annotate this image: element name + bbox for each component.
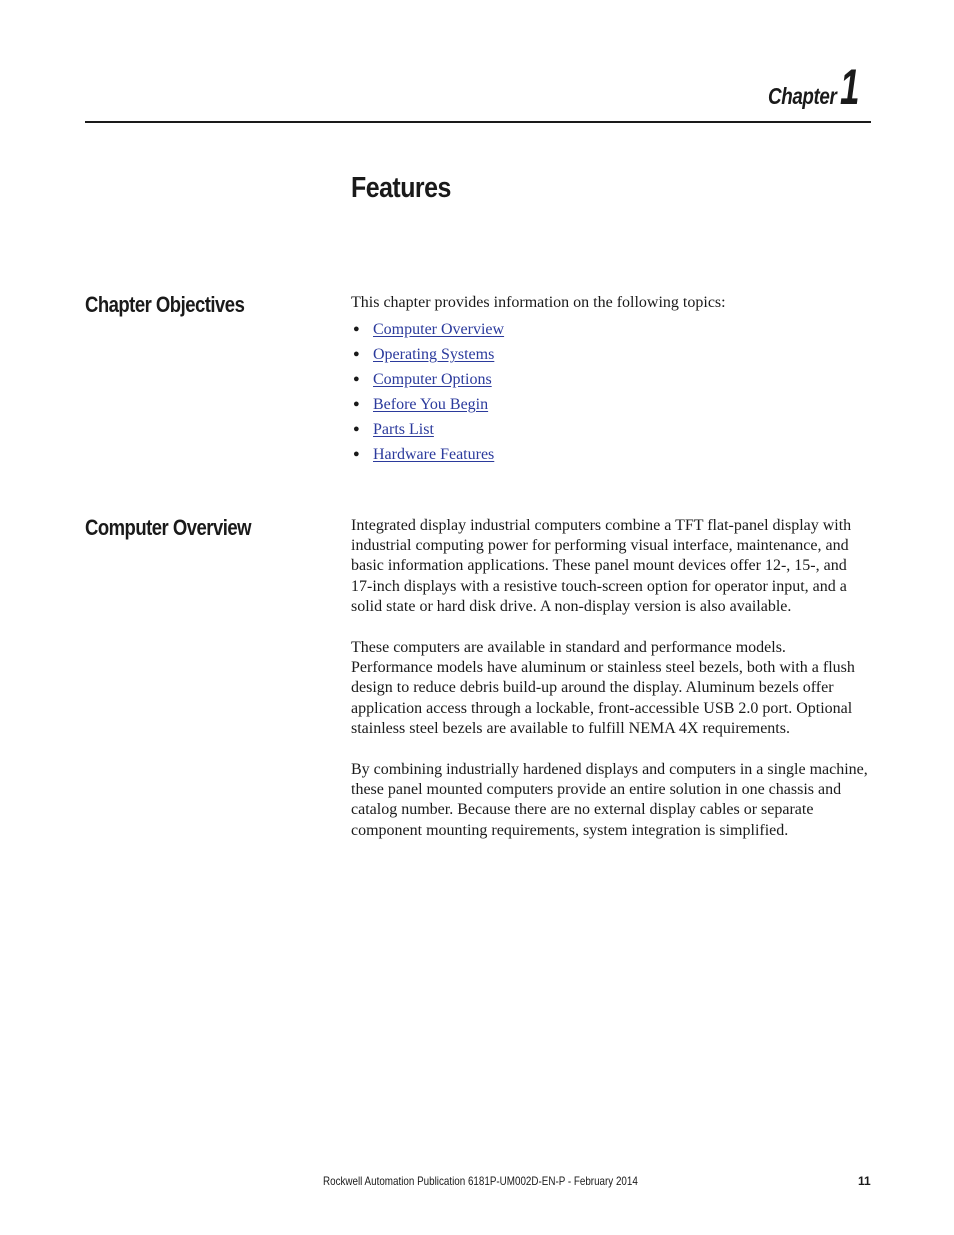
overview-paragraph-2: These computers are available in standard and performance models. Performance models have aluminum or stainless steel bezels, both with a flush design to reduce debris build-up around the display. Aluminum bezels offer application access through a lockable, front-accessible USB 2.0 port. Optional stainless steel bezels are available to fulfill NEMA 4X requirements. xyxy=(351,639,855,737)
overview-body xyxy=(351,516,871,862)
bullet-icon: ● xyxy=(353,373,360,386)
section-heading-overview: Computer Overview xyxy=(85,515,252,540)
overview-paragraph-1: Integrated display industrial computers combine a TFT flat-panel display with industrial computing power for performing visual interface, maintenance, and basic information applications. These panel mount devices offer 12-, 15-, and 17-inch displays with a resistive touch-screen option for operator input, and a solid state or hard disk drive. A non-display version is also available. xyxy=(351,517,852,615)
list-item xyxy=(353,317,871,342)
chapter-number: 1 xyxy=(840,59,860,115)
topic-link-operating-systems[interactable]: Operating Systems xyxy=(373,346,495,364)
page-title: Features xyxy=(351,172,451,204)
objectives-body xyxy=(351,293,871,467)
topic-link-before-you-begin[interactable]: Before You Begin xyxy=(373,396,489,414)
bullet-icon: ● xyxy=(353,448,360,461)
objectives-intro: This chapter provides information on the following topics: xyxy=(351,294,726,311)
topic-list xyxy=(351,317,871,467)
bullet-icon: ● xyxy=(353,323,360,336)
topic-link-hardware-features[interactable]: Hardware Features xyxy=(373,446,495,464)
list-item xyxy=(353,392,871,417)
list-item xyxy=(353,417,871,442)
bullet-icon: ● xyxy=(353,348,360,361)
chapter-header xyxy=(753,59,868,115)
list-item xyxy=(353,442,871,467)
list-item xyxy=(353,367,871,392)
chapter-label: Chapter xyxy=(767,83,837,109)
bullet-icon: ● xyxy=(353,398,360,411)
section-heading-objectives: Chapter Objectives xyxy=(85,292,245,317)
topic-link-parts-list[interactable]: Parts List xyxy=(373,421,434,439)
list-item xyxy=(353,342,871,367)
overview-paragraph-3: By combining industrially hardened displays and computers in a single machine, these panel mounted computers provide an entire solution in one chassis and catalog number. Because there are no external display cables or separate component mounting requirements, system integration is simplified. xyxy=(351,761,868,839)
page-number: 11 xyxy=(858,1174,871,1188)
header-rule xyxy=(85,121,871,123)
bullet-icon: ● xyxy=(353,423,360,436)
topic-link-computer-overview[interactable]: Computer Overview xyxy=(373,321,505,339)
topic-link-computer-options[interactable]: Computer Options xyxy=(373,371,492,389)
publication-info: Rockwell Automation Publication 6181P-UM002D-EN-P - February 2014 xyxy=(323,1174,638,1188)
